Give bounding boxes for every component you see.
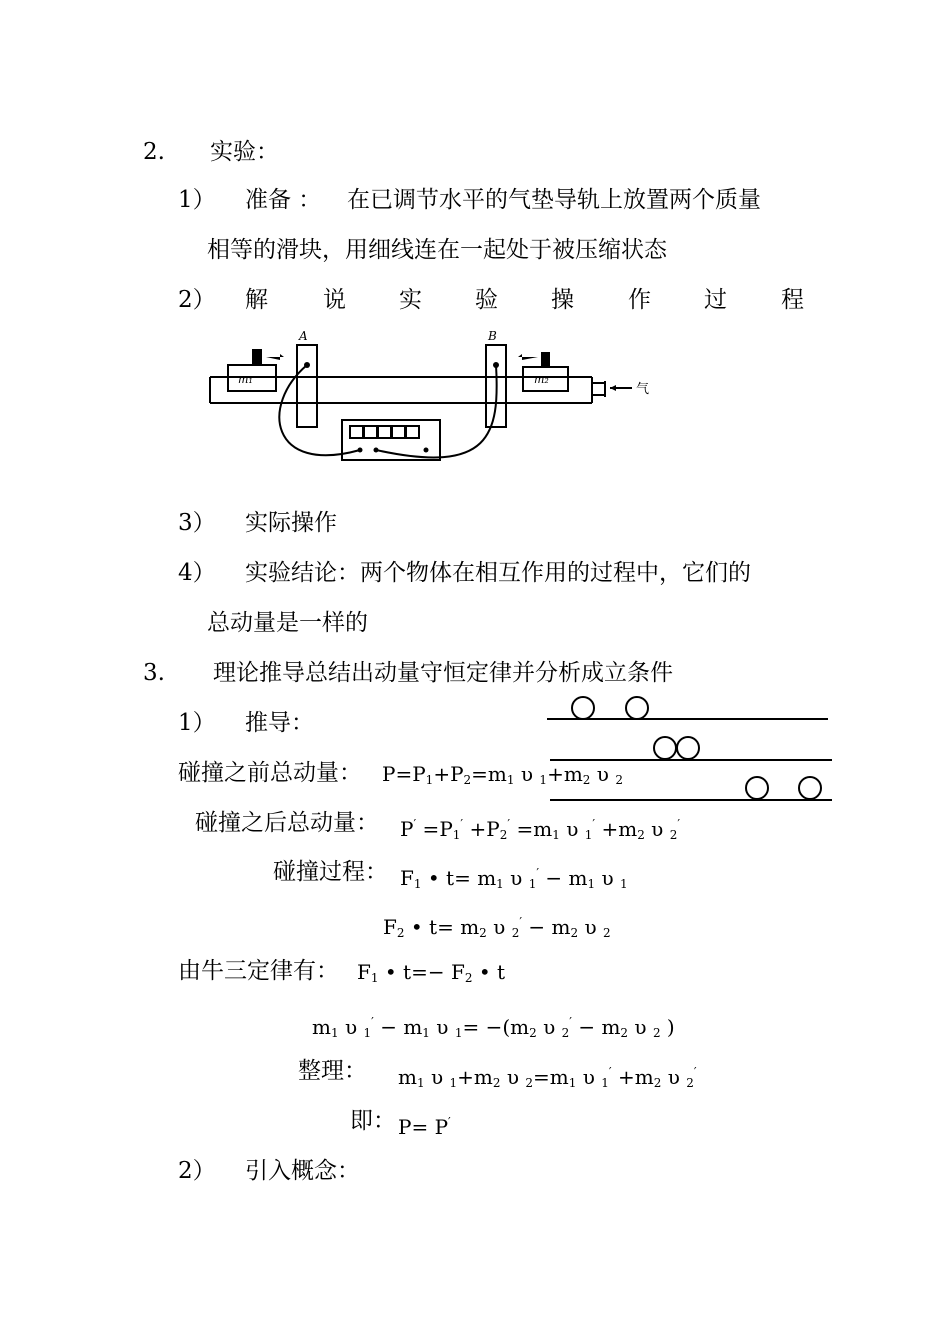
item-1-label: 准备 ：: [245, 187, 322, 213]
formula-arranged: $m_1$ υ $_1+m_2$ υ $_2=m_1$ υ $_1' +m_2$ υ $_2$′: [398, 1065, 697, 1090]
item-4-text-continued: 总动量是一样的: [207, 610, 368, 636]
ball-1-after: [746, 777, 768, 799]
item-2-char: 程: [781, 287, 804, 313]
label-ie: 即：: [350, 1108, 396, 1134]
ball-2-after: [799, 777, 821, 799]
label-b: B: [488, 329, 497, 343]
item-1-number: 1）: [178, 187, 216, 213]
formula-after: $P' =P_1' +P_2' =m_1$ υ $_1' +m_2$ υ $_2$′: [400, 817, 681, 842]
photogate-a: [297, 345, 317, 427]
item-2-char: 说: [323, 287, 346, 313]
section-3-number: 3.: [143, 660, 165, 686]
formula-process-1: $F_1$ • $t= m_1$ υ $_1' - m_1$ υ $_1$: [400, 866, 628, 891]
item-4-number: 4）: [178, 560, 216, 586]
sub-2-number: 2）: [178, 1158, 216, 1184]
item-2-char: 验: [475, 287, 498, 313]
sub-2-label: 引入概念：: [245, 1158, 360, 1184]
item-2-number: 2）: [178, 287, 216, 313]
wire-a: [279, 365, 360, 455]
ball-1-before: [572, 697, 594, 719]
ball-2-collision: [677, 737, 699, 759]
formula-process-2: $F_2$ • $t= m_2$ υ $_2' - m_2$ υ $_2$: [383, 915, 611, 940]
sub-1-label: 推导：: [245, 710, 314, 736]
ball-1-collision: [654, 737, 676, 759]
item-3-text: 实际操作: [245, 510, 337, 536]
label-after: 碰撞之后总动量：: [195, 810, 379, 836]
section-2-number: 2.: [143, 139, 165, 165]
label-a: A: [299, 329, 308, 343]
air-track-figure: [200, 325, 660, 485]
label-gas: 气: [636, 382, 650, 397]
item-4-text: 实验结论：两个物体在相互作用的过程中，它们的: [245, 560, 751, 586]
item-2-char: 解: [245, 287, 268, 313]
section-2-title: 实验：: [210, 139, 279, 165]
label-m2: m₂: [534, 373, 549, 386]
label-process: 碰撞过程：: [273, 859, 388, 885]
label-newton: 由牛三定律有：: [178, 958, 339, 984]
label-m1: m₁: [238, 373, 253, 386]
item-2-char: 过: [704, 287, 727, 313]
item-2-char: 作: [628, 287, 651, 313]
section-3-title: 理论推导总结出动量守恒定律并分析成立条件: [213, 660, 673, 686]
item-2-char: 实: [399, 287, 422, 313]
item-1-text: 在已调节水平的气垫导轨上放置两个质量: [347, 187, 761, 213]
label-before: 碰撞之前总动量：: [178, 760, 362, 786]
item-1-text-continued: 相等的滑块，用细线连在一起处于被压缩状态: [207, 237, 667, 263]
ball-2-before: [626, 697, 648, 719]
wire-b: [376, 365, 497, 457]
formula-substituted: $m_1$ υ $_1' - m_1$ υ $_1= -(m_2$ υ $_2' - m_2$ υ $_2$ ): [312, 1015, 675, 1040]
formula-conclusion: P= P′: [398, 1115, 451, 1139]
item-3-number: 3）: [178, 510, 216, 536]
item-2-char: 操: [551, 287, 574, 313]
label-arrange: 整理：: [298, 1058, 367, 1084]
formula-newton: $F_1$ • $t=- F_2$ • t: [357, 960, 506, 985]
formula-before: $P=P_1+P_2=m_1$ υ $_1+m_2$ υ $_2$: [382, 762, 623, 787]
sub-1-number: 1）: [178, 710, 216, 736]
